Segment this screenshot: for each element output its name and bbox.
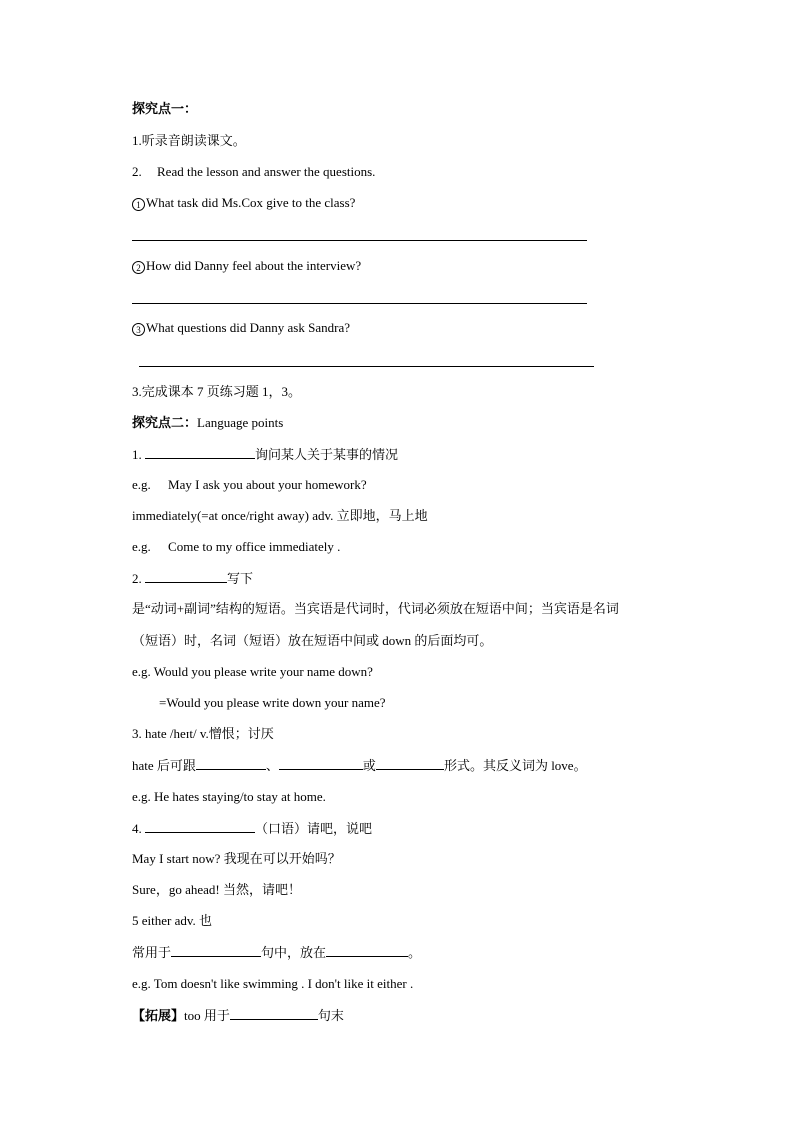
task-exercise: 3.完成课本 7 页练习题 1，3。 bbox=[132, 384, 302, 399]
point-1 bbox=[132, 446, 398, 463]
point-5-fill bbox=[132, 944, 421, 961]
fill-blank[interactable] bbox=[376, 757, 444, 770]
fill-blank[interactable] bbox=[145, 820, 255, 833]
text-segment: 或 bbox=[362, 758, 376, 773]
circled-number: 2 bbox=[132, 261, 145, 274]
immediately-example bbox=[132, 539, 340, 555]
answer-line-3[interactable] bbox=[139, 366, 594, 367]
point-meaning: 写下 bbox=[227, 571, 254, 586]
task-read-num: 2. bbox=[132, 164, 142, 179]
fill-blank[interactable] bbox=[145, 570, 227, 583]
point-num: 2. bbox=[132, 571, 142, 586]
extension-label: 【拓展】 bbox=[132, 1008, 185, 1023]
text-segment: too 用于 bbox=[184, 1008, 230, 1023]
answer-line-2[interactable] bbox=[132, 303, 587, 304]
question-text: What task did Ms.Cox give to the class? bbox=[146, 195, 356, 210]
text-segment: 形式。其反义词为 love。 bbox=[443, 758, 587, 773]
point-4-example-1: May I start now? 我现在可以开始吗？ bbox=[132, 851, 341, 866]
point-5: 5 either adv. 也 bbox=[132, 913, 213, 928]
task-read bbox=[132, 164, 375, 180]
point-num: 1. bbox=[132, 447, 142, 462]
question-2 bbox=[132, 258, 361, 274]
point-2-example-2: =Would you please write down your name? bbox=[159, 695, 386, 710]
text-segment: 。 bbox=[408, 945, 422, 960]
section2-heading-en: Language points bbox=[197, 415, 284, 430]
point-2 bbox=[132, 570, 253, 587]
task-read-text: Read the lesson and answer the questions. bbox=[157, 164, 376, 179]
fill-blank[interactable] bbox=[145, 446, 255, 459]
point-4 bbox=[132, 820, 372, 837]
section1-heading: 探究点一： bbox=[132, 101, 198, 116]
fill-blank[interactable] bbox=[196, 757, 266, 770]
fill-blank[interactable] bbox=[230, 1007, 318, 1020]
fill-blank[interactable] bbox=[171, 944, 261, 957]
text-segment: 常用于 bbox=[132, 945, 172, 960]
point-3-example: e.g. He hates staying/to stay at home. bbox=[132, 789, 326, 804]
section2-heading-cn: 探究点二： bbox=[132, 415, 198, 430]
eg-text: Come to my office immediately . bbox=[168, 539, 341, 554]
text-segment: 句末 bbox=[317, 1008, 344, 1023]
point-3-fill bbox=[132, 757, 587, 774]
fill-blank[interactable] bbox=[279, 757, 363, 770]
text-segment: 句中，放在 bbox=[261, 945, 327, 960]
point-2-note-1: 是“动词+副词”结构的短语。当宾语是代词时，代词必须放在短语中间；当宾语是名词 bbox=[132, 601, 619, 616]
text-segment: 、 bbox=[265, 758, 279, 773]
point-2-example-1: e.g. Would you please write your name down? bbox=[132, 664, 373, 679]
eg-label: e.g. bbox=[132, 539, 151, 554]
point-meaning: 询问某人关于某事的情况 bbox=[255, 447, 399, 462]
question-1 bbox=[132, 195, 355, 211]
question-text: How did Danny feel about the interview? bbox=[146, 258, 362, 273]
point-3: 3. hate /heɪt/ v.憎恨；讨厌 bbox=[132, 726, 274, 741]
question-text: What questions did Danny ask Sandra? bbox=[146, 320, 350, 335]
question-3 bbox=[132, 320, 350, 336]
eg-label: e.g. bbox=[132, 477, 151, 492]
answer-line-1[interactable] bbox=[132, 240, 587, 241]
point-1-example bbox=[132, 477, 367, 493]
task-listen: 1.听录音朗读课文。 bbox=[132, 133, 246, 148]
point-4-example-2: Sure，go ahead! 当然，请吧！ bbox=[132, 882, 301, 897]
circled-number: 1 bbox=[132, 198, 145, 211]
point-num: 4. bbox=[132, 821, 142, 836]
point-meaning: （口语）请吧，说吧 bbox=[255, 821, 373, 836]
point-2-note-2: （短语）时，名词（短语）放在短语中间或 down 的后面均可。 bbox=[132, 633, 493, 648]
point-5-example: e.g. Tom doesn't like swimming . I don't like it either . bbox=[132, 976, 414, 991]
section2-heading bbox=[132, 415, 283, 431]
text-segment: hate 后可跟 bbox=[132, 758, 196, 773]
fill-blank[interactable] bbox=[326, 944, 408, 957]
eg-text: May I ask you about your homework? bbox=[168, 477, 367, 492]
circled-number: 3 bbox=[132, 323, 145, 336]
immediately-def: immediately(=at once/right away) adv. 立即地，马上地 bbox=[132, 508, 428, 523]
extension-note bbox=[132, 1007, 344, 1024]
